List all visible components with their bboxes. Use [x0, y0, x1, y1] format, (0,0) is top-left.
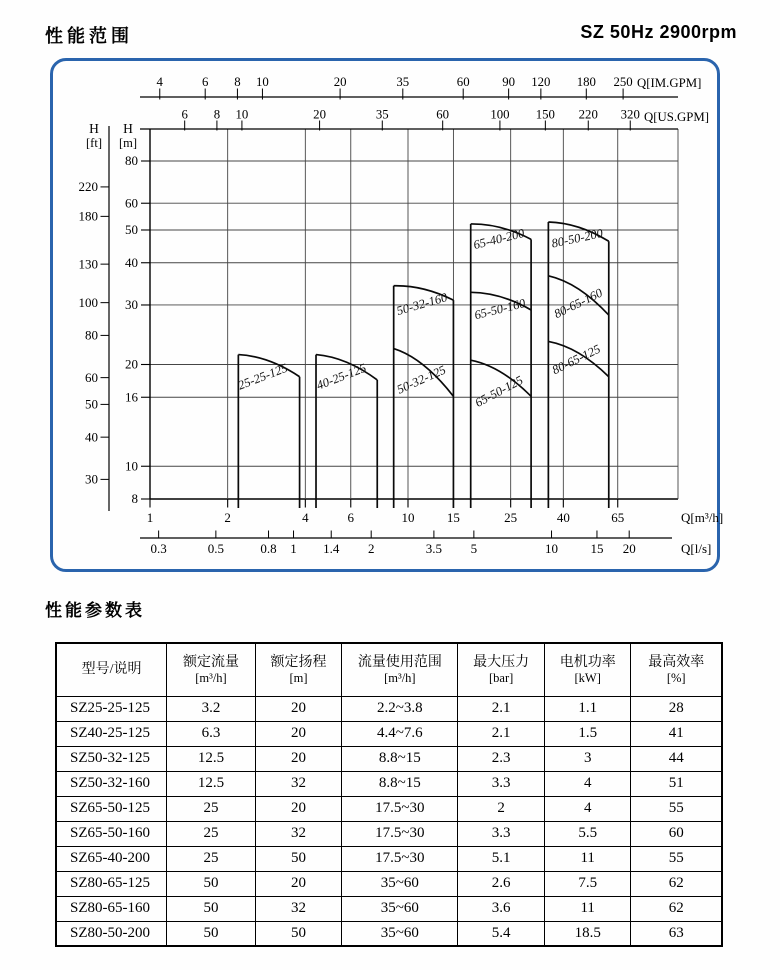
value-cell: 5.1: [458, 846, 545, 871]
table-title: 性能参数表: [45, 601, 145, 620]
tick-label-ls: 15: [590, 541, 604, 556]
table-header-cell: [56, 643, 167, 696]
tick-label-ls: 3.5: [425, 541, 443, 556]
y-axis-ft-label: H: [89, 121, 99, 136]
table-header-cell: [342, 643, 458, 696]
value-cell: 17.5~30: [342, 821, 458, 846]
tick-label-im-gpm: 90: [502, 75, 516, 89]
y-axis-m-label: H: [123, 121, 133, 136]
value-cell: 2.1: [458, 696, 545, 721]
table-header: [56, 643, 722, 696]
value-cell: 12.5: [167, 771, 256, 796]
value-cell: 62: [631, 871, 722, 896]
tick-label-ls: 5: [470, 541, 478, 556]
header-title: 最高效率: [648, 654, 705, 670]
tick-label-us-gpm: 6: [181, 107, 188, 122]
tick-label-m: 16: [125, 389, 138, 405]
value-cell: 50: [167, 871, 256, 896]
value-cell: 55: [631, 796, 722, 821]
region-label: 25-25-125: [235, 360, 290, 393]
value-cell: 3.3: [458, 771, 545, 796]
tick-label-m: 50: [125, 222, 138, 238]
tick-label-ls: 2: [367, 541, 375, 556]
value-cell: 3: [544, 746, 631, 771]
value-cell: 1.1: [544, 696, 631, 721]
tick-label-im-gpm: 250: [613, 75, 633, 89]
value-cell: 20: [255, 746, 342, 771]
model-cell: SZ25-25-125: [56, 696, 167, 721]
value-cell: 17.5~30: [342, 796, 458, 821]
region-label: 50-32-160: [394, 290, 449, 319]
value-cell: 63: [631, 921, 722, 946]
tick-label-im-gpm: 120: [531, 75, 551, 89]
value-cell: 1.5: [544, 721, 631, 746]
x-axis-us-gpm-unit: Q[US.GPM]: [644, 110, 710, 124]
value-cell: 25: [167, 846, 256, 871]
tick-label-im-gpm: 4: [156, 75, 163, 89]
header-title: 流量使用范围: [357, 654, 442, 670]
value-cell: 8.8~15: [342, 771, 458, 796]
tick-label-ft: 130: [78, 256, 98, 272]
region-label: 65-40-200: [471, 225, 526, 253]
tick-label-us-gpm: 8: [213, 107, 221, 122]
value-cell: 32: [255, 896, 342, 921]
table-row: [56, 696, 722, 721]
table-row: [56, 871, 722, 896]
tick-label-m: 80: [125, 153, 138, 169]
tick-label-ft: 180: [78, 208, 98, 224]
tick-label-m3h: 6: [347, 510, 355, 525]
value-cell: 20: [255, 721, 342, 746]
header-title: 型号/说明: [81, 662, 142, 678]
value-cell: 7.5: [544, 871, 631, 896]
tick-label-m3h: 40: [556, 510, 570, 525]
value-cell: 28: [631, 696, 722, 721]
table-row: [56, 921, 722, 946]
value-cell: 20: [255, 871, 342, 896]
tick-label-m: 60: [125, 195, 138, 211]
value-cell: 2.3: [458, 746, 545, 771]
value-cell: 4: [544, 796, 631, 821]
value-cell: 3.3: [458, 821, 545, 846]
tick-label-ft: 30: [85, 471, 98, 487]
value-cell: 6.3: [167, 721, 256, 746]
table-row: [56, 896, 722, 921]
model-cell: SZ40-25-125: [56, 721, 167, 746]
region-label: 80-65-125: [549, 341, 603, 378]
region-label: 40-25-125: [314, 360, 369, 393]
model-cell: SZ80-65-125: [56, 871, 167, 896]
table-row: [56, 821, 722, 846]
table-row: [56, 746, 722, 771]
tick-label-im-gpm: 6: [201, 75, 209, 89]
region-label: 80-50-200: [550, 226, 605, 251]
header-title: 最大压力: [473, 654, 530, 670]
tick-label-ft: 60: [85, 369, 98, 385]
value-cell: 25: [167, 796, 256, 821]
table-row: [56, 846, 722, 871]
x-axis-ls-unit: Q[l/s]: [681, 541, 712, 556]
tick-label-m3h: 2: [224, 510, 231, 525]
header-unit: [m]: [289, 670, 308, 685]
value-cell: 4: [544, 771, 631, 796]
tick-label-m3h: 4: [302, 510, 309, 525]
value-cell: 4.4~7.6: [342, 721, 458, 746]
tick-label-ls: 10: [545, 541, 559, 556]
tick-label-us-gpm: 150: [535, 107, 555, 122]
value-cell: 50: [255, 846, 342, 871]
value-cell: 3.6: [458, 896, 545, 921]
header-title: 额定流量: [182, 654, 239, 670]
table-body: [56, 696, 722, 946]
model-cell: SZ65-50-160: [56, 821, 167, 846]
tick-label-ls: 0.8: [260, 541, 277, 556]
value-cell: 55: [631, 846, 722, 871]
tick-label-us-gpm: 35: [375, 107, 389, 122]
value-cell: 11: [544, 896, 631, 921]
value-cell: 2.6: [458, 871, 545, 896]
value-cell: 60: [631, 821, 722, 846]
model-cell: SZ50-32-125: [56, 746, 167, 771]
tick-label-us-gpm: 10: [235, 107, 249, 122]
tick-label-ls: 20: [622, 541, 636, 556]
value-cell: 8.8~15: [342, 746, 458, 771]
value-cell: 35~60: [342, 896, 458, 921]
value-cell: 35~60: [342, 921, 458, 946]
tick-label-im-gpm: 10: [256, 75, 269, 89]
value-cell: 32: [255, 821, 342, 846]
tick-label-us-gpm: 220: [578, 107, 598, 122]
tick-label-us-gpm: 100: [490, 107, 510, 122]
y-axis-m-unit: [m]: [118, 136, 138, 150]
value-cell: 17.5~30: [342, 846, 458, 871]
value-cell: 41: [631, 721, 722, 746]
tick-label-m: 20: [125, 356, 138, 372]
value-cell: 5.5: [544, 821, 631, 846]
value-cell: 11: [544, 846, 631, 871]
header-unit: [bar]: [489, 670, 514, 685]
tick-label-m3h: 15: [446, 510, 460, 525]
value-cell: 5.4: [458, 921, 545, 946]
table-header-cell: [255, 643, 342, 696]
table-header-cell: [167, 643, 256, 696]
region-label: 65-50-125: [472, 373, 526, 410]
header-unit: [kW]: [574, 670, 601, 685]
table-header-cell: [544, 643, 631, 696]
tick-label-im-gpm: 60: [456, 75, 470, 89]
value-cell: 44: [631, 746, 722, 771]
value-cell: 32: [255, 771, 342, 796]
tick-label-m3h: 25: [504, 510, 518, 525]
tick-label-m: 8: [131, 491, 138, 507]
tick-label-m: 40: [125, 254, 138, 270]
x-axis-im-gpm-unit: Q[IM.GPM]: [637, 76, 702, 90]
x-axis-m3h-unit: Q[m³/h]: [681, 510, 724, 525]
value-cell: 20: [255, 696, 342, 721]
tick-label-m3h: 1: [146, 510, 154, 525]
region-label: 80-65-160: [551, 285, 605, 322]
table-row: [56, 721, 722, 746]
page-title: 性能范围: [45, 26, 133, 46]
header-unit: [m³/h]: [195, 670, 227, 685]
table-header-cell: [458, 643, 545, 696]
tick-label-us-gpm: 60: [436, 107, 450, 122]
region-label: 50-32-125: [394, 362, 448, 397]
tick-label-m3h: 65: [611, 510, 625, 525]
tick-label-m: 30: [125, 297, 138, 313]
tick-label-im-gpm: 180: [576, 75, 596, 89]
table-header-row: [56, 643, 722, 696]
header-unit: [%]: [666, 670, 686, 685]
value-cell: 20: [255, 796, 342, 821]
model-cell: SZ50-32-160: [56, 771, 167, 796]
tick-label-ls: 0.5: [207, 541, 224, 556]
model-cell: SZ80-65-160: [56, 896, 167, 921]
value-cell: 12.5: [167, 746, 256, 771]
model-series-title: SZ 50Hz 2900rpm: [580, 22, 737, 42]
value-cell: 18.5: [544, 921, 631, 946]
performance-table: [55, 642, 723, 947]
tick-label-m3h: 10: [401, 510, 415, 525]
header-unit: [m³/h]: [384, 670, 416, 685]
tick-label-im-gpm: 8: [234, 75, 241, 89]
tick-label-ft: 80: [85, 327, 98, 343]
tick-label-ft: 40: [85, 429, 98, 445]
tick-label-us-gpm: 320: [620, 107, 640, 122]
header-title: 额定扬程: [270, 654, 327, 670]
tick-label-ls: 0.3: [150, 541, 167, 556]
value-cell: 35~60: [342, 871, 458, 896]
tick-label-ft: 50: [85, 396, 98, 412]
tick-label-ft: 220: [78, 179, 98, 195]
tick-label-ft: 100: [78, 294, 98, 310]
model-cell: SZ80-50-200: [56, 921, 167, 946]
y-axis-ft-unit: [ft]: [86, 136, 102, 150]
region-label: 65-50-160: [472, 296, 527, 323]
value-cell: 51: [631, 771, 722, 796]
model-cell: SZ65-50-125: [56, 796, 167, 821]
tick-label-ls: 1: [290, 541, 297, 556]
tick-label-im-gpm: 35: [396, 75, 410, 89]
value-cell: 2: [458, 796, 545, 821]
tick-label-us-gpm: 20: [313, 107, 326, 122]
tick-label-ls: 1.4: [323, 541, 340, 556]
value-cell: 2.2~3.8: [342, 696, 458, 721]
table-header-cell: [631, 643, 722, 696]
tick-label-im-gpm: 20: [333, 75, 347, 89]
value-cell: 50: [255, 921, 342, 946]
header-title: 电机功率: [559, 654, 616, 670]
tick-label-m: 10: [125, 458, 138, 474]
value-cell: 50: [167, 896, 256, 921]
table-row: [56, 771, 722, 796]
value-cell: 3.2: [167, 696, 256, 721]
value-cell: 25: [167, 821, 256, 846]
value-cell: 50: [167, 921, 256, 946]
value-cell: 62: [631, 896, 722, 921]
table-row: [56, 796, 722, 821]
model-cell: SZ65-40-200: [56, 846, 167, 871]
value-cell: 2.1: [458, 721, 545, 746]
